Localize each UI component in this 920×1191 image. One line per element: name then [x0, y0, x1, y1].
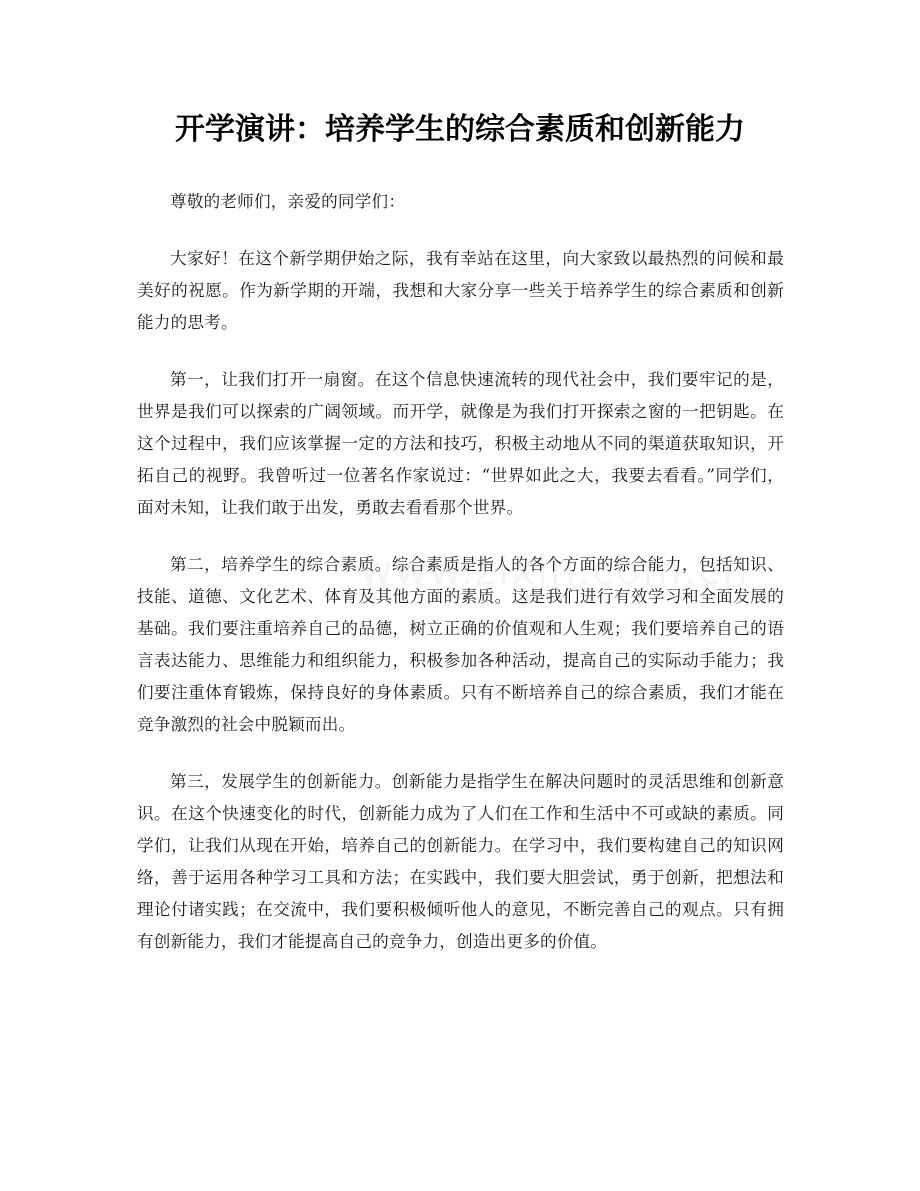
paragraph-second-point: 第二，培养学生的综合素质。综合素质是指人的各个方面的综合能力，包括知识、技能、道德、文化艺术、体育及其他方面的素质。这是我们进行有效学习和全面发展的基础。我们要注重培养自己的品德，树立正确的价值观和人生观；我们要培养自己的语言表达能力、思维能力和组织能力，积极参加各种活动，提高自己的实际动手能力；我们要注重体育锻炼，保持良好的身体素质。只有不断培养自己的综合素质，我们才能在竞争激烈的社会中脱颖而出。 [137, 555, 784, 734]
document-body [137, 186, 784, 983]
paragraph-third-point: 第三，发展学生的创新能力。创新能力是指学生在解决问题时的灵活思维和创新意识。在这个快速变化的时代，创新能力成为了人们在工作和生活中不可或缺的素质。同学们，让我们从现在开始，培养自己的创新能力。在学习中，我们要构建自己的知识网络，善于运用各种学习工具和方法；在实践中，我们要大胆尝试，勇于创新，把想法和理论付诸实践；在交流中，我们要积极倾听他人的意见，不断完善自己的观点。只有拥有创新能力，我们才能提高自己的竞争力，创造出更多的价值。 [137, 772, 784, 951]
paragraph-first-point: 第一，让我们打开一扇窗。在这个信息快速流转的现代社会中，我们要牢记的是，世界是我们可以探索的广阔领域。而开学，就像是为我们打开探索之窗的一把钥匙。在这个过程中，我们应该掌握一定的方法和技巧，积极主动地从不同的渠道获取知识，开拓自己的视野。我曾听过一位著名作家说过：“世界如此之大，我要去看看。”同学们，面对未知，让我们敢于出发，勇敢去看看那个世界。 [137, 370, 784, 517]
paragraph-greeting: 大家好！在这个新学期伊始之际，我有幸站在这里，向大家致以最热烈的问候和最美好的祝愿。作为新学期的开端，我想和大家分享一些关于培养学生的综合素质和创新能力的思考。 [137, 249, 784, 332]
page-title: 开学演讲：培养学生的综合素质和创新能力 [175, 112, 745, 147]
paragraph-salutation: 尊敬的老师们，亲爱的同学们： [170, 192, 406, 211]
